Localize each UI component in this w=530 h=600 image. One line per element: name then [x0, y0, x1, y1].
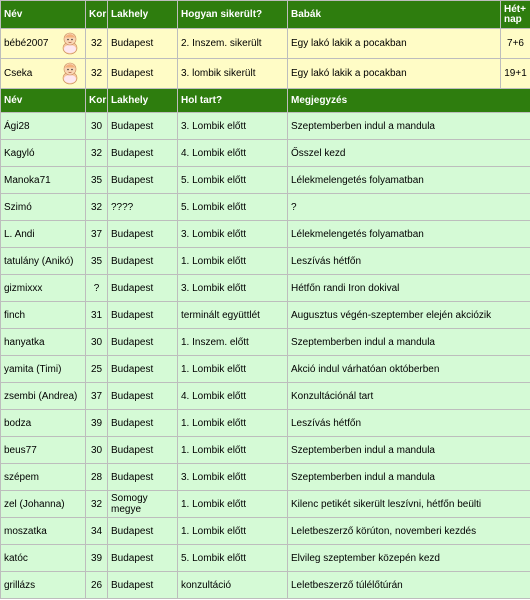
member-city: Budapest: [108, 248, 178, 275]
member-name: [1, 29, 86, 59]
waiting-header-row: [1, 89, 530, 113]
member-status: 5. Lombik előtt: [178, 545, 288, 572]
header-status: Hol tart?: [178, 89, 288, 113]
member-note: Konzultációnál tart: [288, 383, 530, 410]
member-name: Kagyló: [1, 140, 86, 167]
member-age: 30: [86, 113, 108, 140]
member-age: 32: [86, 491, 108, 518]
member-city: Budapest: [108, 437, 178, 464]
member-name: bodza: [1, 410, 86, 437]
member-note: Augusztus végén-szeptember elején akciózik: [288, 302, 530, 329]
member-age: 37: [86, 221, 108, 248]
waiting-row: [1, 383, 530, 410]
member-name: zsembi (Andrea): [1, 383, 86, 410]
waiting-row: [1, 518, 530, 545]
member-name: moszatka: [1, 518, 86, 545]
member-age: 32: [86, 140, 108, 167]
member-status: 1. Inszem. előtt: [178, 329, 288, 356]
member-city: Budapest: [108, 572, 178, 599]
waiting-row: [1, 491, 530, 518]
member-name: zel (Johanna): [1, 491, 86, 518]
member-age: 39: [86, 545, 108, 572]
waiting-row: [1, 302, 530, 329]
member-city: Budapest: [108, 329, 178, 356]
member-city: Somogy megye: [108, 491, 178, 518]
waiting-row: [1, 545, 530, 572]
waiting-row: [1, 113, 530, 140]
member-name: katóc: [1, 545, 86, 572]
member-status: 4. Lombik előtt: [178, 383, 288, 410]
member-status: terminált együttlét: [178, 302, 288, 329]
member-how: 3. lombik sikerült: [178, 59, 288, 89]
member-city: Budapest: [108, 275, 178, 302]
waiting-row: [1, 356, 530, 383]
waiting-row: [1, 275, 530, 302]
member-age: 32: [86, 59, 108, 89]
member-babies: Egy lakó lakik a pocakban: [288, 29, 501, 59]
member-status: 1. Lombik előtt: [178, 356, 288, 383]
member-age: 37: [86, 383, 108, 410]
member-age: 25: [86, 356, 108, 383]
header-name: Név: [1, 89, 86, 113]
member-city: Budapest: [108, 410, 178, 437]
member-name: Ági28: [1, 113, 86, 140]
member-note: Lélekmelengetés folyamatban: [288, 167, 530, 194]
member-city: Budapest: [108, 545, 178, 572]
member-status: 1. Lombik előtt: [178, 410, 288, 437]
member-name: gizmixxx: [1, 275, 86, 302]
member-name: grillázs: [1, 572, 86, 599]
success-header-row: [1, 1, 530, 29]
member-note: Lélekmelengetés folyamatban: [288, 221, 530, 248]
member-note: Leletbeszerző körúton, novemberi kezdés: [288, 518, 530, 545]
member-name-text: bébé2007: [4, 38, 49, 49]
member-age: 35: [86, 167, 108, 194]
member-age: 30: [86, 329, 108, 356]
member-city: ????: [108, 194, 178, 221]
member-age: ?: [86, 275, 108, 302]
header-city: Lakhely: [108, 1, 178, 29]
member-age: 32: [86, 194, 108, 221]
member-age: 32: [86, 29, 108, 59]
member-status: 1. Lombik előtt: [178, 437, 288, 464]
waiting-row: [1, 464, 530, 491]
member-name: finch: [1, 302, 86, 329]
member-note: ?: [288, 194, 530, 221]
member-age: 30: [86, 437, 108, 464]
waiting-row: [1, 329, 530, 356]
member-name-text: Cseka: [4, 68, 33, 79]
header-weeks: [501, 1, 530, 29]
waiting-row: [1, 572, 530, 599]
waiting-row: [1, 140, 530, 167]
member-age: 26: [86, 572, 108, 599]
header-name: Név: [1, 1, 86, 29]
baby-icon: [58, 31, 82, 55]
member-age: 39: [86, 410, 108, 437]
member-status: 5. Lombik előtt: [178, 194, 288, 221]
member-name: [1, 59, 86, 89]
member-age: 34: [86, 518, 108, 545]
member-city: Budapest: [108, 464, 178, 491]
member-city: Budapest: [108, 221, 178, 248]
member-note: Akció indul várhatóan októberben: [288, 356, 530, 383]
header-age: Kor: [86, 89, 108, 113]
member-city: Budapest: [108, 140, 178, 167]
waiting-row: [1, 410, 530, 437]
member-how: 2. Inszem. sikerült: [178, 29, 288, 59]
member-status: 3. Lombik előtt: [178, 221, 288, 248]
member-name: beus77: [1, 437, 86, 464]
member-status: 1. Lombik előtt: [178, 518, 288, 545]
member-age: 31: [86, 302, 108, 329]
member-city: Budapest: [108, 302, 178, 329]
member-city: Budapest: [108, 59, 178, 89]
member-note: Leszívás hétfőn: [288, 410, 530, 437]
member-note: Hétfőn randi Iron dokival: [288, 275, 530, 302]
member-status: 5. Lombik előtt: [178, 167, 288, 194]
member-name: L. Andi: [1, 221, 86, 248]
member-city: Budapest: [108, 167, 178, 194]
member-status: 1. Lombik előtt: [178, 491, 288, 518]
member-name: hanyatka: [1, 329, 86, 356]
member-name: Szimó: [1, 194, 86, 221]
waiting-row: [1, 167, 530, 194]
member-note: Leszívás hétfőn: [288, 248, 530, 275]
member-weeks: 19+1: [501, 59, 530, 89]
waiting-row: [1, 194, 530, 221]
member-note: Kilenc petikét sikerült leszívni, hétfőn beülti: [288, 491, 530, 518]
member-city: Budapest: [108, 356, 178, 383]
member-weeks: 7+6: [501, 29, 530, 59]
success-row: [1, 59, 530, 89]
member-city: Budapest: [108, 113, 178, 140]
member-note: Szeptemberben indul a mandula: [288, 464, 530, 491]
success-row: [1, 29, 530, 59]
header-age: Kor: [86, 1, 108, 29]
member-status: 3. Lombik előtt: [178, 113, 288, 140]
member-age: 28: [86, 464, 108, 491]
member-note: Szeptemberben indul a mandula: [288, 113, 530, 140]
member-city: Budapest: [108, 29, 178, 59]
header-how: Hogyan sikerült?: [178, 1, 288, 29]
waiting-row: [1, 221, 530, 248]
member-note: Leletbeszerző túlélőtúrán: [288, 572, 530, 599]
member-status: 1. Lombik előtt: [178, 248, 288, 275]
member-name: szépem: [1, 464, 86, 491]
header-city: Lakhely: [108, 89, 178, 113]
waiting-row: [1, 437, 530, 464]
baby-icon: [58, 61, 82, 85]
member-babies: Egy lakó lakik a pocakban: [288, 59, 501, 89]
member-note: Ősszel kezd: [288, 140, 530, 167]
member-note: Szeptemberben indul a mandula: [288, 437, 530, 464]
member-age: 35: [86, 248, 108, 275]
waiting-row: [1, 248, 530, 275]
header-weeks-line1: Hét+: [504, 3, 526, 15]
member-city: Budapest: [108, 383, 178, 410]
member-status: 4. Lombik előtt: [178, 140, 288, 167]
header-weeks-line2: nap: [504, 13, 522, 25]
member-name: tatulány (Anikó): [1, 248, 86, 275]
header-note: Megjegyzés: [288, 89, 530, 113]
member-status: konzultáció: [178, 572, 288, 599]
member-note: Elvileg szeptember közepén kezd: [288, 545, 530, 572]
member-status: 3. Lombik előtt: [178, 464, 288, 491]
header-babies: Babák: [288, 1, 501, 29]
member-city: Budapest: [108, 518, 178, 545]
member-note: Szeptemberben indul a mandula: [288, 329, 530, 356]
member-name: yamita (Timi): [1, 356, 86, 383]
member-name: Manoka71: [1, 167, 86, 194]
member-status: 3. Lombik előtt: [178, 275, 288, 302]
